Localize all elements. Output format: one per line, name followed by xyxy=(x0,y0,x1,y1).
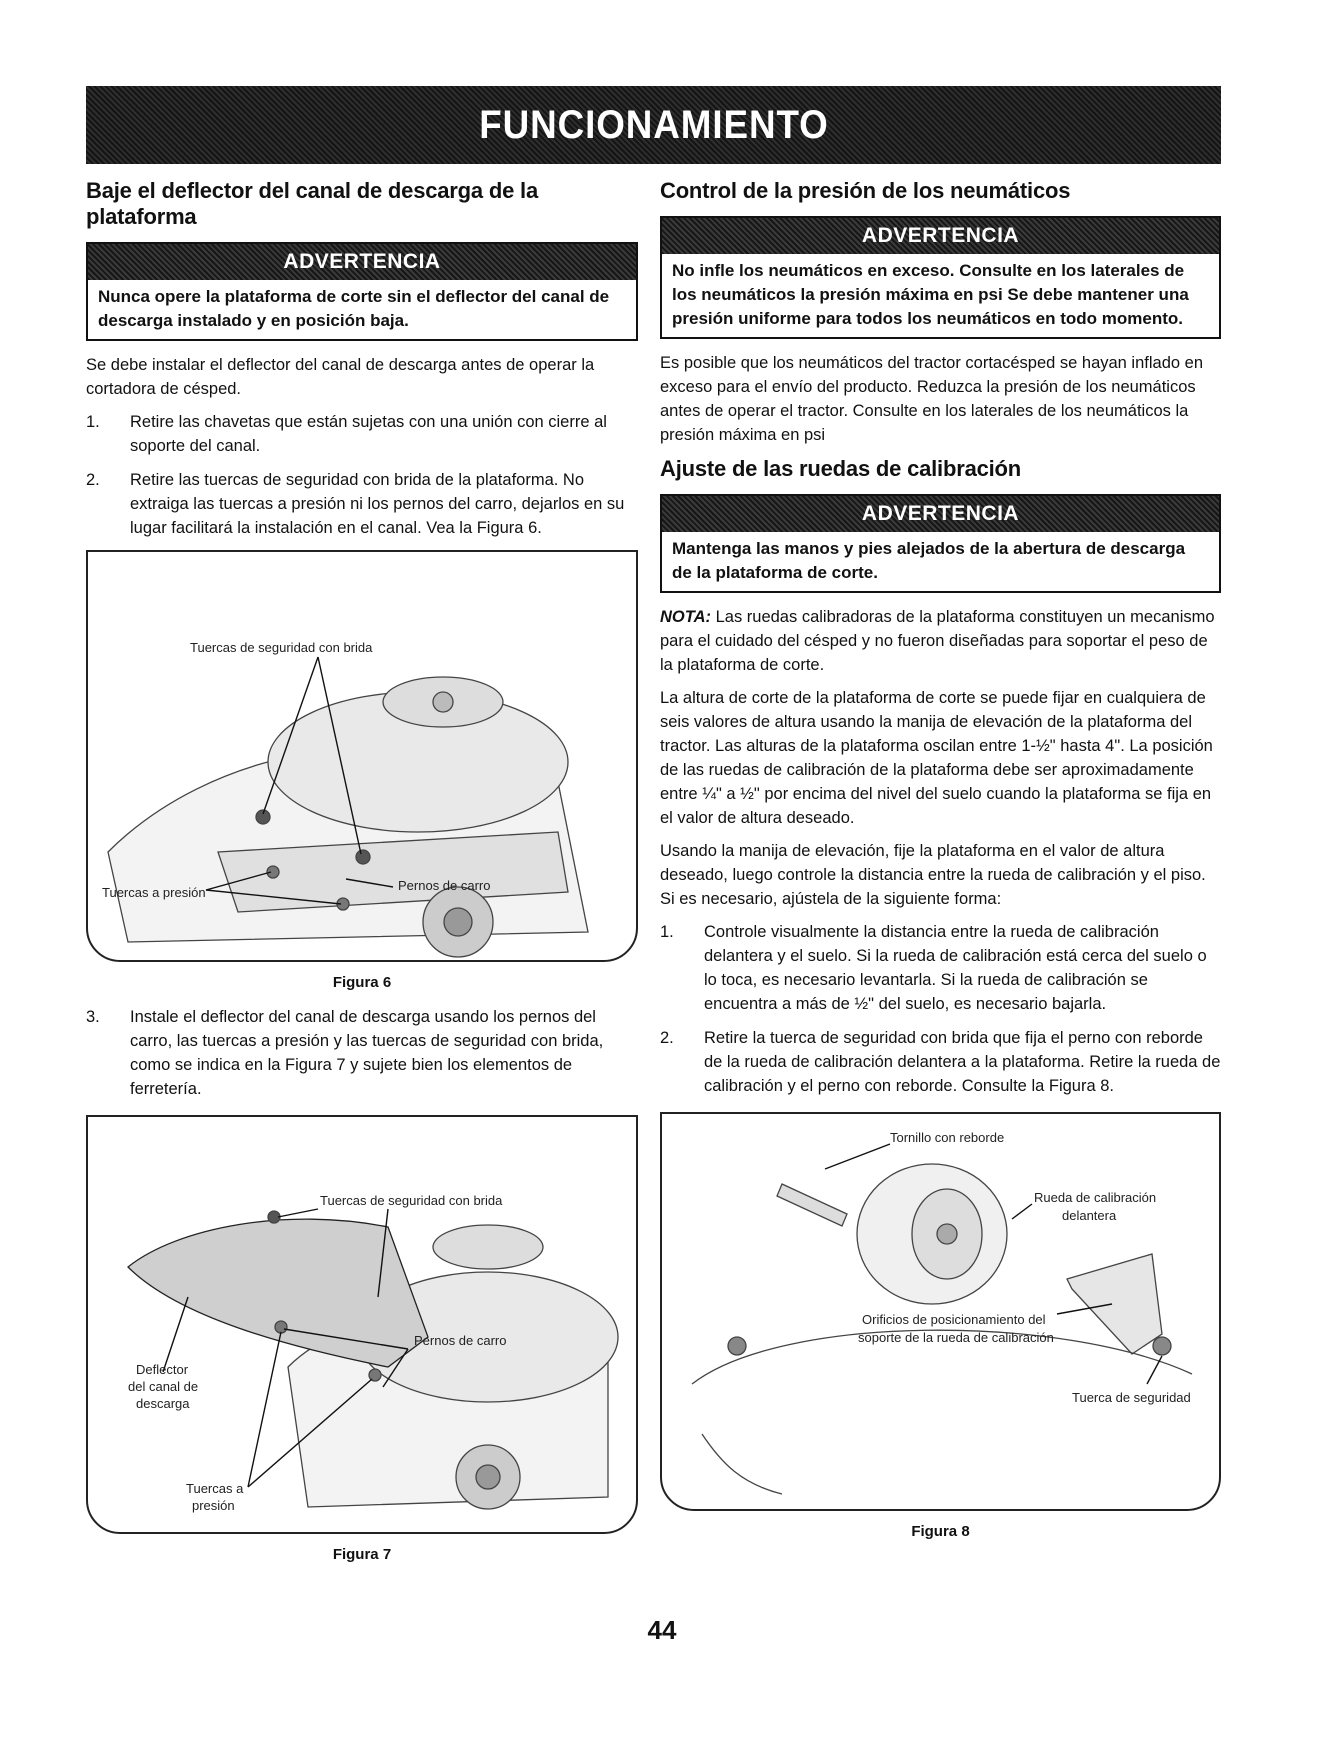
right-column xyxy=(660,178,1221,1554)
label-deflector-2: del canal de xyxy=(128,1379,199,1394)
figure-6-caption: Figura 6 xyxy=(332,974,392,991)
warning-bar xyxy=(88,244,636,280)
label-gauge-wheel-1: Rueda de calibración xyxy=(1034,1190,1157,1205)
label-carriage-bolts: Pernos de carro xyxy=(398,878,491,893)
left-column xyxy=(86,178,638,1577)
page-number: 44 xyxy=(647,1615,677,1645)
warning-bar xyxy=(662,218,1219,254)
label-lock-nut: Tuerca de seguridad xyxy=(1072,1390,1191,1405)
warning-title: ADVERTENCIA xyxy=(861,224,1020,247)
intro-paragraph: Se debe instalar el deflector del canal de descarga antes de operar la cortadora de césped. xyxy=(86,356,595,398)
warning-box-deflector xyxy=(86,242,638,341)
note-label: NOTA: xyxy=(660,608,712,626)
step-text: Retire las tuercas de seguridad con brida de la plataforma. No extraiga las tuercas a presión ni los pernos del carro, dejarlos en su lugar facilitará la instalación en el canal. Vea la Figura 6. xyxy=(130,471,625,537)
section-title: FUNCIONAMIENTO xyxy=(478,102,829,147)
label-deflector-1: Deflector xyxy=(136,1362,189,1377)
label-deflector-3: descarga xyxy=(136,1396,190,1411)
figure-6-illustration xyxy=(88,552,636,960)
figure-7-illustration xyxy=(88,1117,636,1532)
tire-paragraph: Es posible que los neumáticos del tractor cortacésped se hayan inflado en exceso para el envío del producto. Reduzca la presión de los neumáticos antes de operar el tractor. Consulte en los laterales de los neumáticos la presión máxima en psi xyxy=(660,354,1203,444)
heading-tire-pressure: Control de la presión de los neumáticos xyxy=(660,178,1071,203)
label-press-nuts-2: presión xyxy=(192,1498,235,1513)
label-press-nuts: Tuercas a presión xyxy=(102,885,206,900)
warning-title: ADVERTENCIA xyxy=(283,250,441,273)
label-press-nuts-1: Tuercas a xyxy=(186,1481,244,1496)
step-number: 2. xyxy=(86,471,100,489)
height-paragraph: La altura de corte de la plataforma de corte se puede fijar en cualquiera de seis valores de altura usando la manija de elevación de la plataforma del tractor. Las alturas de la plataforma oscilan entre 1-½" hasta 4". La posición de las ruedas de calibración de la plataforma debe ser aproximadamente entre ¼" a ½" por encima del nivel del suelo cuando la plataforma se fija en el valor de altura deseado. xyxy=(660,689,1213,827)
heading-deflector: Baje el deflector del canal de descarga de la plataforma xyxy=(86,178,538,229)
step-1 xyxy=(86,410,638,458)
step-number: 3. xyxy=(86,1008,100,1026)
figure-7-caption: Figura 7 xyxy=(332,1546,392,1563)
figure-7 xyxy=(86,1115,638,1534)
step-3 xyxy=(86,1005,638,1101)
step-1 xyxy=(660,920,1221,1016)
warning-title: ADVERTENCIA xyxy=(861,502,1020,525)
step-number: 2. xyxy=(660,1029,674,1047)
warning-bar xyxy=(662,496,1219,532)
step-2 xyxy=(660,1026,1221,1098)
step-text: Retire las chavetas que están sujetas con una unión con cierre al soporte del canal. xyxy=(130,413,607,455)
section-banner xyxy=(86,86,1221,164)
warning-text: Nunca opere la plataforma de corte sin el deflector del canal de descarga instalado y en posición baja. xyxy=(98,287,610,330)
step-text: Controle visualmente la distancia entre la rueda de calibración delantera y el suelo. Si la rueda de calibración está cerca del suelo o lo toca, es necesario levantarla. Si la rueda de calibración se encuentra a más de ½" del suelo, es necesario bajarla. xyxy=(704,923,1207,1013)
figure-8-illustration xyxy=(662,1114,1219,1509)
note-paragraph xyxy=(660,605,1221,677)
figure-8-caption: Figura 8 xyxy=(911,1523,970,1540)
step-number: 1. xyxy=(86,413,100,431)
label-flange-nuts: Tuercas de seguridad con brida xyxy=(320,1193,503,1208)
figure-6 xyxy=(86,550,638,962)
label-holes-1: Orificios de posicionamiento del xyxy=(862,1312,1046,1327)
step-2 xyxy=(86,468,638,540)
figure-8 xyxy=(660,1112,1221,1511)
label-shoulder-bolt: Tornillo con reborde xyxy=(890,1130,1005,1145)
step-text: Retire la tuerca de seguridad con brida que fija el perno con reborde de la rueda de calibración delantera a la plataforma. Retire la rueda de calibración y el perno con reborde. Consulte la Figura 8. xyxy=(704,1029,1221,1095)
label-carriage-bolts: Pernos de carro xyxy=(414,1333,507,1348)
adjust-paragraph: Usando la manija de elevación, fije la plataforma en el valor de altura deseado, luego controle la distancia entre la rueda de calibración y el piso. Si es necesario, ajústela de la siguiente forma: xyxy=(660,842,1206,908)
warning-box-gauge xyxy=(660,494,1221,593)
step-text: Instale el deflector del canal de descarga usando los pernos del carro, las tuercas a presión y las tuercas de seguridad con brida, como se indica en la Figura 7 y sujete bien los elementos de ferretería. xyxy=(130,1008,604,1098)
label-flange-nuts: Tuercas de seguridad con brida xyxy=(190,640,373,655)
heading-gauge-wheels: Ajuste de las ruedas de calibración xyxy=(660,456,1022,481)
note-text: Las ruedas calibradoras de la plataforma constituyen un mecanismo para el cuidado del césped y no fueron diseñadas para soportar el peso de la plataforma de corte. xyxy=(660,608,1215,674)
warning-box-tires xyxy=(660,216,1221,339)
warning-text: Mantenga las manos y pies alejados de la abertura de descarga de la plataforma de corte. xyxy=(672,539,1186,582)
warning-text: No infle los neumáticos en exceso. Consulte en los laterales de los neumáticos la presión máxima en psi Se debe mantener una presión uniforme para todos los neumáticos en todo momento. xyxy=(672,261,1189,328)
label-holes-2: soporte de la rueda de calibración xyxy=(858,1330,1054,1345)
label-gauge-wheel-2: delantera xyxy=(1062,1208,1117,1223)
step-number: 1. xyxy=(660,923,674,941)
